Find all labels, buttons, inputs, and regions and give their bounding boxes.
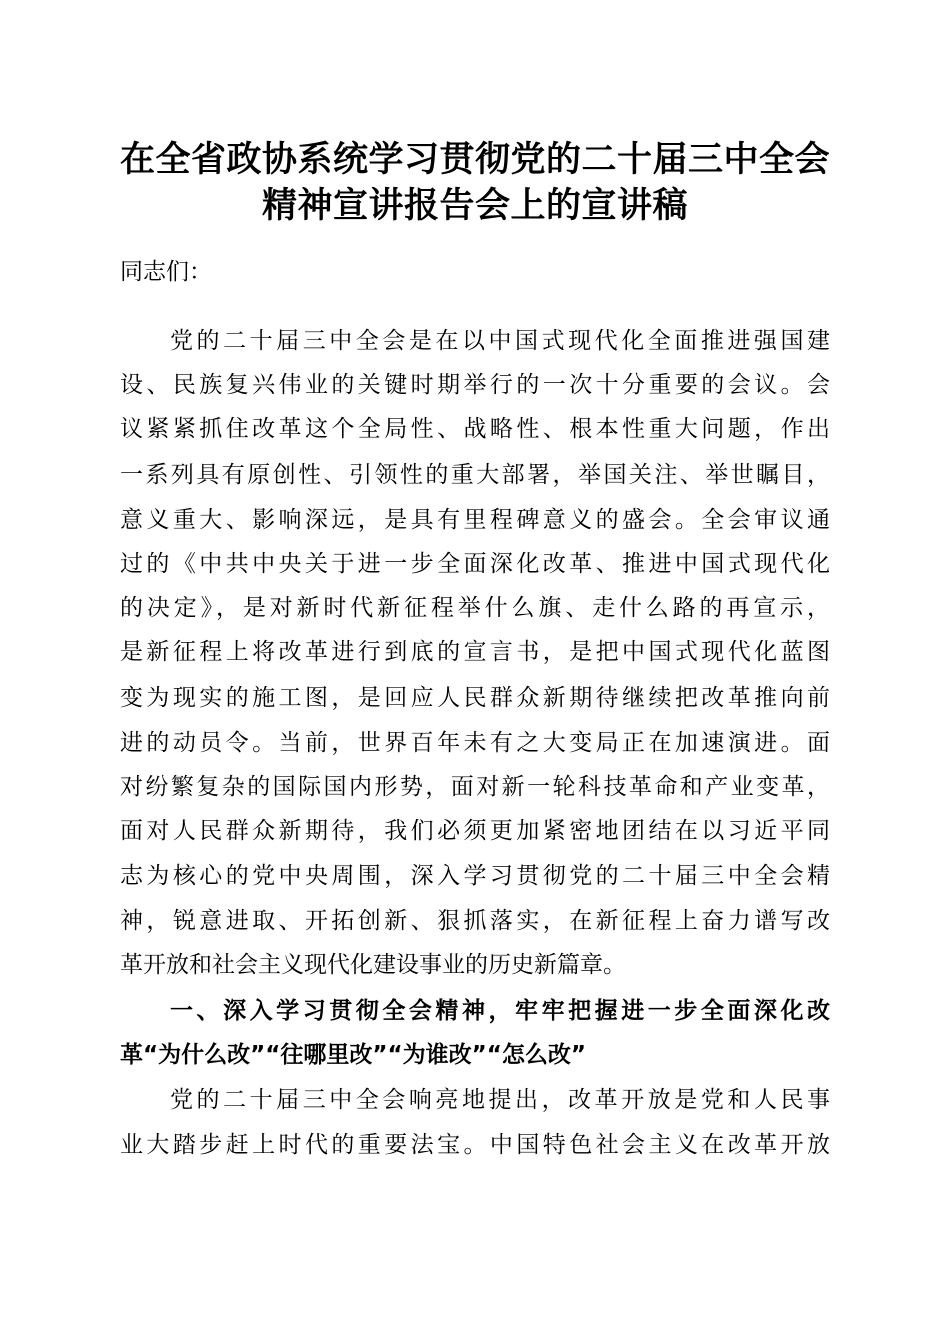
paragraph-1-line: 对纷繁复杂的国际国内形势，面对新一轮科技革命和产业变革， [120,774,830,800]
paragraph-1-line: 进的动员令。当前，世界百年未有之大变局正在加速演进。面 [120,730,830,756]
paragraph-1-line: 议紧紧抓住改革这个全局性、战略性、根本性重大问题，作出 [120,416,830,442]
document-title-line-2: 精神宣讲报告会上的宣讲稿 [261,185,688,226]
paragraph-1-line: 志为核心的党中央周围，深入学习贯彻党的二十届三中全会精 [120,863,830,889]
paragraph-1-line: 党的二十届三中全会是在以中国式现代化全面推进强国建 [170,328,830,354]
paragraph-1-line: 变为现实的施工图，是回应人民群众新期待继续把改革推向前 [120,685,830,711]
paragraph-1-line: 革开放和社会主义现代化建设事业的历史新篇章。 [120,952,626,978]
document-title-line-1: 在全省政协系统学习贯彻党的二十届三中全会 [119,139,830,180]
section-1-heading-line-1: 一、深入学习贯彻全会精神，牢牢把握进一步全面深化改 [170,998,830,1024]
paragraph-1-line: 设、民族复兴伟业的关键时期举行的一次十分重要的会议。会 [120,372,830,398]
paragraph-1-line: 过的《中共中央关于进一步全面深化改革、推进中国式现代化 [120,551,830,577]
paragraph-1-line: 神，锐意进取、开拓创新、狠抓落实，在新征程上奋力谱写改 [120,908,830,934]
paragraph-2-line: 党的二十届三中全会响亮地提出，改革开放是党和人民事 [170,1087,830,1113]
paragraph-1-line: 面对人民群众新期待，我们必须更加紧密地团结在以习近平同 [120,818,830,844]
section-1-heading-line-2: 革“为什么改”“往哪里改”“为谁改”“怎么改” [120,1042,586,1068]
paragraph-2-line: 业大踏步赶上时代的重要法宝。中国特色社会主义在改革开放 [120,1132,830,1158]
paragraph-1-line: 意义重大、影响深远，是具有里程碑意义的盛会。全会审议通 [120,507,830,533]
paragraph-1-line: 一系列具有原创性、引领性的重大部署，举国关注、举世瞩目， [120,462,830,488]
paragraph-1-line: 的决定》，是对新时代新征程举什么旗、走什么路的再宣示， [120,595,830,621]
paragraph-1-line: 是新征程上将改革进行到底的宣言书，是把中国式现代化蓝图 [120,639,830,665]
salutation: 同志们： [120,259,212,285]
